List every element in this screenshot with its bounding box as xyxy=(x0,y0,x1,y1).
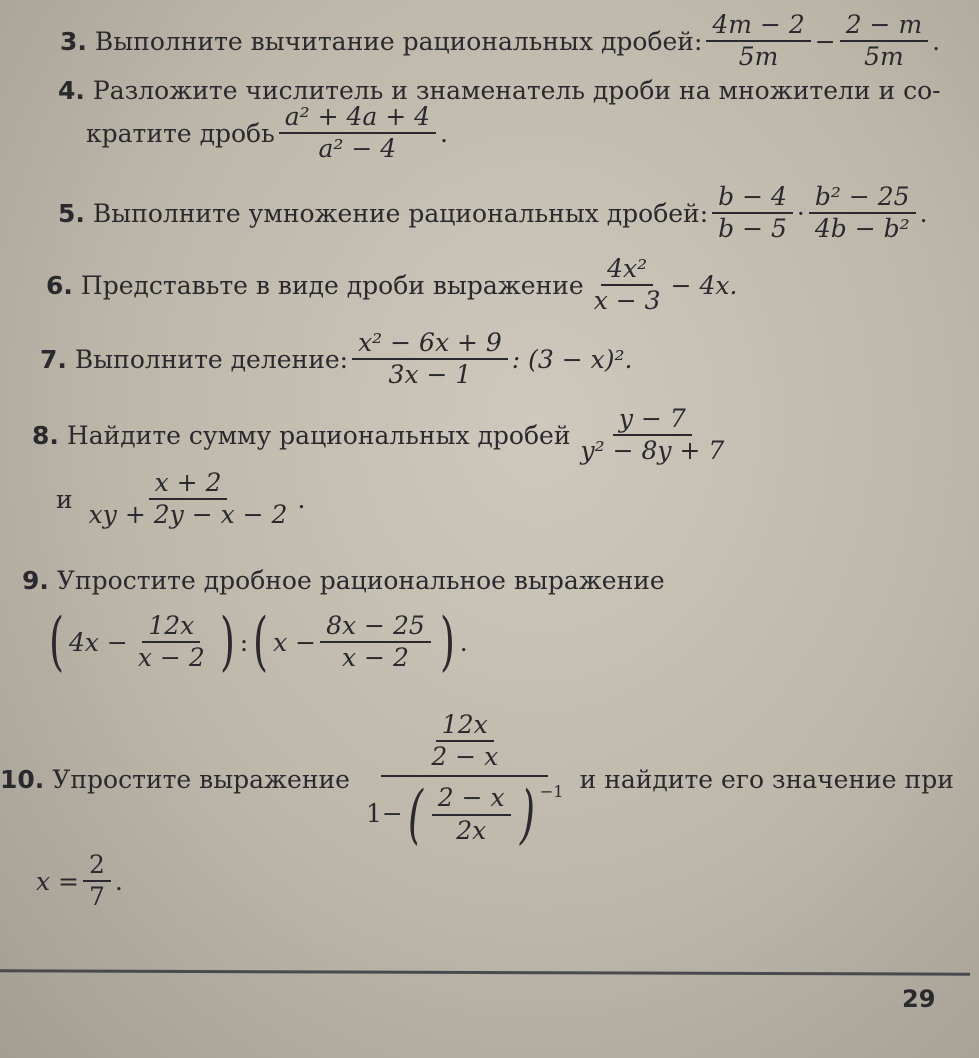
denominator: 5m xyxy=(738,42,779,72)
problem-4-cont xyxy=(86,104,448,163)
numerator: y − 7 xyxy=(613,406,692,436)
denominator: 2x xyxy=(456,815,487,845)
expression-tail: : (3 − x)². xyxy=(511,344,633,374)
denominator: 4b − b² xyxy=(814,214,910,244)
problem-number: 3. xyxy=(60,26,87,56)
paren-close: ) xyxy=(439,605,455,679)
colon: : xyxy=(239,627,249,657)
fraction xyxy=(132,610,211,672)
period: . xyxy=(114,866,123,896)
denominator: x − 2 xyxy=(137,643,205,672)
numerator: x + 2 xyxy=(149,470,228,500)
denominator: 2 − x xyxy=(431,742,499,772)
exponent: −1 xyxy=(539,781,564,801)
page-number: 29 xyxy=(902,985,936,1013)
period: . xyxy=(459,627,468,657)
fraction xyxy=(712,184,793,243)
problem-8 xyxy=(32,406,734,465)
fraction xyxy=(809,184,916,243)
problem-number: 5. xyxy=(58,198,85,228)
problem-9 xyxy=(22,566,665,595)
problem-text: Выполните деление: xyxy=(74,344,349,374)
paren-close: ) xyxy=(519,777,535,852)
variable-label: x = xyxy=(36,866,79,896)
fraction xyxy=(706,12,810,71)
complex-denominator xyxy=(360,777,570,852)
problem-number: 10. xyxy=(0,764,45,794)
problem-4 xyxy=(58,76,941,105)
numerator: 2 xyxy=(83,852,111,882)
paren-open: ( xyxy=(48,605,64,679)
problem-9-expr xyxy=(44,605,468,679)
operator: − xyxy=(814,26,836,56)
numerator: 4x² xyxy=(601,256,653,286)
fraction xyxy=(425,712,504,771)
denominator: 3x − 1 xyxy=(388,360,472,390)
fraction xyxy=(83,470,294,529)
numerator: b − 4 xyxy=(712,184,793,214)
problem-text-tail: и найдите его значение при xyxy=(579,764,954,794)
expression-tail: − 4x. xyxy=(670,270,738,300)
conjunction: и xyxy=(56,484,73,514)
period: . xyxy=(440,118,448,148)
problem-text: Разложите числитель и знаменатель дроби на множители и со- xyxy=(92,76,941,105)
denominator: 5m xyxy=(864,42,904,72)
fraction xyxy=(83,852,111,911)
term: x − xyxy=(273,627,317,657)
fraction xyxy=(320,610,431,672)
paren-open: ( xyxy=(253,605,269,679)
numerator: x² − 6x + 9 xyxy=(352,330,508,360)
complex-fraction xyxy=(360,710,570,852)
problem-number: 9. xyxy=(22,566,49,595)
numerator: 12x xyxy=(436,712,494,742)
footer-rule xyxy=(0,969,970,975)
problem-number: 6. xyxy=(46,270,73,300)
problem-number: 8. xyxy=(32,420,59,450)
numerator: 4m − 2 xyxy=(706,12,810,42)
problem-text: Упростите дробное рациональное выражение xyxy=(56,566,665,595)
problem-text: кратите дробь xyxy=(86,118,275,148)
paren-close: ) xyxy=(219,605,235,679)
denominator: xy + 2y − x − 2 xyxy=(88,500,288,530)
numerator: 8x − 25 xyxy=(320,613,431,643)
operator: · xyxy=(796,198,805,228)
denominator: x − 3 xyxy=(593,286,661,316)
period: . xyxy=(919,198,928,228)
period: . xyxy=(932,26,941,56)
period: . xyxy=(297,484,306,514)
problem-text: Выполните вычитание рациональных дробей: xyxy=(94,26,703,56)
term: 1− xyxy=(365,799,403,829)
complex-numerator xyxy=(381,712,548,777)
problem-number: 7. xyxy=(40,344,67,374)
problem-10-value xyxy=(36,852,123,911)
fraction xyxy=(352,330,508,389)
problem-number: 4. xyxy=(58,76,85,105)
numerator: 2 − m xyxy=(840,12,928,42)
denominator: x − 2 xyxy=(342,643,409,672)
fraction xyxy=(574,406,730,465)
numerator: a² + 4a + 4 xyxy=(279,104,436,134)
problem-text: Представьте в виде дроби выражение xyxy=(80,270,584,300)
problem-8-cont xyxy=(56,470,305,529)
term: 4x − xyxy=(68,627,128,657)
denominator: b − 5 xyxy=(718,214,787,244)
problem-text: Упростите выражение xyxy=(52,764,350,794)
problem-10 xyxy=(0,710,954,852)
denominator: a² − 4 xyxy=(318,134,397,164)
problem-3 xyxy=(60,12,940,71)
numerator: 2 − x xyxy=(432,785,511,815)
denominator: y² − 8y + 7 xyxy=(580,436,725,466)
problem-text: Выполните умножение рациональных дробей: xyxy=(92,198,709,228)
problem-5 xyxy=(58,184,928,243)
fraction xyxy=(279,104,436,163)
numerator: b² − 25 xyxy=(809,184,916,214)
numerator: 12x xyxy=(142,613,200,643)
fraction xyxy=(840,12,928,71)
paren-open: ( xyxy=(407,777,423,852)
problem-7 xyxy=(40,330,633,389)
fraction xyxy=(432,785,511,844)
problem-text: Найдите сумму рациональных дробей xyxy=(66,420,571,450)
problem-6 xyxy=(46,256,737,315)
fraction xyxy=(588,256,667,315)
denominator: 7 xyxy=(89,882,105,912)
